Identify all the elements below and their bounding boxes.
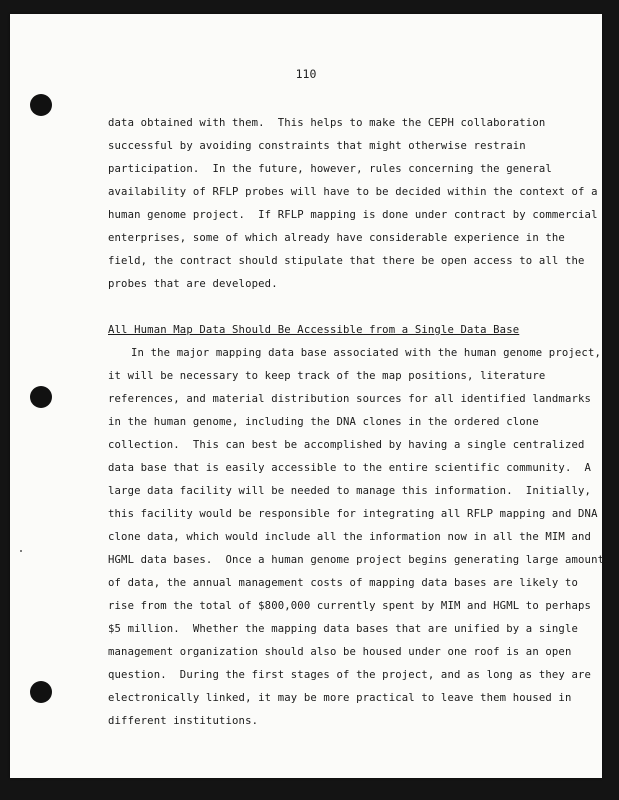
text-line: enterprises, some of which already have considerable experience in the [108, 232, 565, 244]
document-page [10, 14, 605, 778]
text-line: clone data, which would include all the information now in all the MIM and [108, 531, 592, 543]
text-line: it will be necessary to keep track of the map positions, literature [108, 370, 546, 382]
punch-hole-middle [30, 386, 52, 408]
text-line: references, and material distribution sources for all identified landmarks [108, 393, 592, 405]
text-line: data base that is easily accessible to the entire scientific community. A [108, 462, 592, 474]
text-line: HGML data bases. Once a human genome project begins generating large amount [108, 554, 605, 566]
text-line: availability of RFLP probes will have to be decided within the context of a [108, 186, 598, 198]
text-line: successful by avoiding constraints that might otherwise restrain [108, 140, 526, 152]
text-line: probes that are developed. [108, 278, 278, 290]
text-line: field, the contract should stipulate that there be open access to all the [108, 255, 585, 267]
text-line: electronically linked, it may be more practical to leave them housed in [108, 692, 572, 704]
punch-hole-bottom [30, 681, 52, 703]
section-heading: All Human Map Data Should Be Accessible from a Single Data Base [108, 324, 520, 336]
text-line: different institutions. [108, 715, 259, 727]
text-line: in the human genome, including the DNA clones in the ordered clone [108, 416, 539, 428]
text-line: $5 million. Whether the mapping data bases that are unified by a single [108, 623, 579, 635]
text-line: of data, the annual management costs of mapping data bases are likely to [108, 577, 579, 589]
text-line: collection. This can best be accomplished by having a single centralized [108, 439, 585, 451]
text-line: question. During the first stages of the project, and as long as they are [108, 669, 592, 681]
text-line: management organization should also be housed under one roof is an open [108, 646, 572, 658]
punch-hole-top [30, 94, 52, 116]
scan-speck [20, 550, 22, 552]
text-line: In the major mapping data base associated with the human genome project, [131, 347, 602, 359]
text-line: large data facility will be needed to manage this information. Initially, [108, 485, 592, 497]
text-line: data obtained with them. This helps to make the CEPH collaboration [108, 117, 546, 129]
page-number: 110 [295, 67, 317, 81]
text-line: rise from the total of $800,000 currently spent by MIM and HGML to perhaps [108, 600, 592, 612]
text-line: this facility would be responsible for integrating all RFLP mapping and DNA [108, 508, 598, 520]
text-line: human genome project. If RFLP mapping is done under contract by commercial [108, 209, 598, 221]
text-line: participation. In the future, however, rules concerning the general [108, 163, 552, 175]
